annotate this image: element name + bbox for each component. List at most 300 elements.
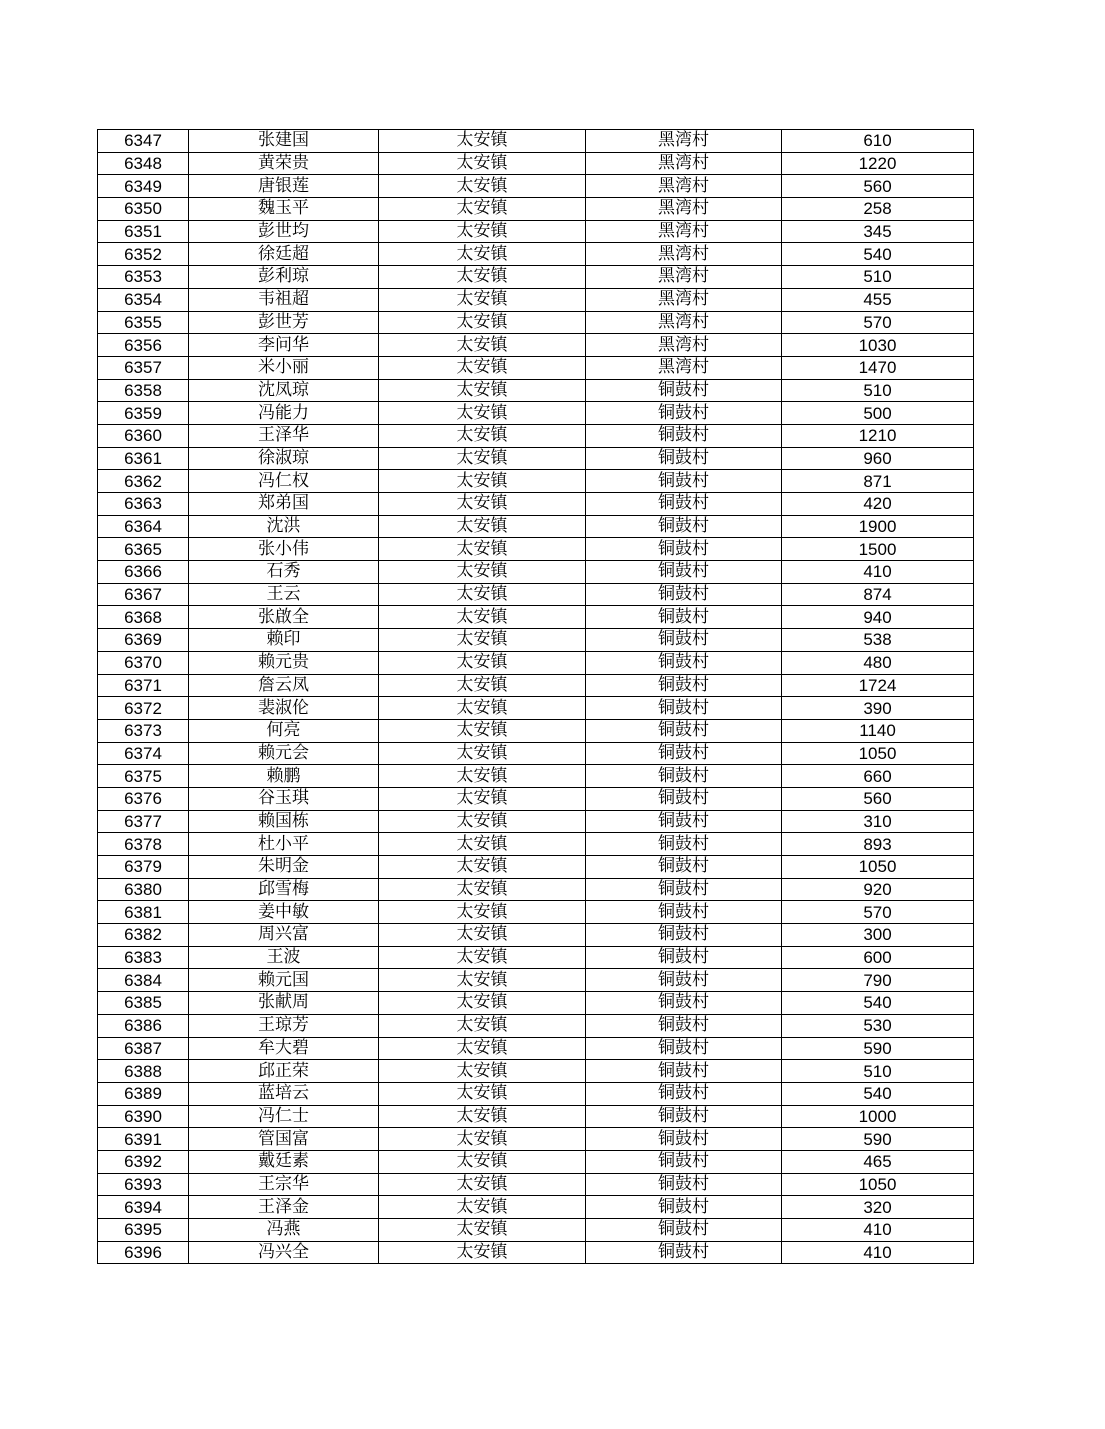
row-id-cell: 6383 xyxy=(98,946,189,969)
row-id-cell: 6389 xyxy=(98,1082,189,1105)
row-id-cell: 6393 xyxy=(98,1173,189,1196)
row-id-cell: 6394 xyxy=(98,1196,189,1219)
town-cell: 太安镇 xyxy=(379,402,586,425)
amount-cell: 590 xyxy=(782,1037,974,1060)
name-cell: 姜中敏 xyxy=(189,901,379,924)
table-row xyxy=(98,901,974,924)
amount-cell: 345 xyxy=(782,220,974,243)
amount-cell: 600 xyxy=(782,946,974,969)
row-id-cell: 6349 xyxy=(98,175,189,198)
table-row xyxy=(98,946,974,969)
amount-cell: 1210 xyxy=(782,424,974,447)
amount-cell: 1140 xyxy=(782,719,974,742)
table-row xyxy=(98,878,974,901)
town-cell: 太安镇 xyxy=(379,651,586,674)
row-id-cell: 6356 xyxy=(98,334,189,357)
village-cell: 黑湾村 xyxy=(586,334,782,357)
town-cell: 太安镇 xyxy=(379,538,586,561)
name-cell: 彭利琼 xyxy=(189,266,379,289)
village-cell: 铜鼓村 xyxy=(586,447,782,470)
town-cell: 太安镇 xyxy=(379,787,586,810)
table-row xyxy=(98,924,974,947)
village-cell: 铜鼓村 xyxy=(586,765,782,788)
village-cell: 铜鼓村 xyxy=(586,810,782,833)
name-cell: 张小伟 xyxy=(189,538,379,561)
name-cell: 徐廷超 xyxy=(189,243,379,266)
table-row xyxy=(98,856,974,879)
village-cell: 黑湾村 xyxy=(586,356,782,379)
table-row xyxy=(98,447,974,470)
town-cell: 太安镇 xyxy=(379,175,586,198)
table-row xyxy=(98,152,974,175)
amount-cell: 530 xyxy=(782,1014,974,1037)
table-row xyxy=(98,1241,974,1264)
town-cell: 太安镇 xyxy=(379,334,586,357)
row-id-cell: 6353 xyxy=(98,266,189,289)
village-cell: 铜鼓村 xyxy=(586,538,782,561)
village-cell: 铜鼓村 xyxy=(586,1241,782,1264)
village-cell: 铜鼓村 xyxy=(586,561,782,584)
amount-cell: 540 xyxy=(782,243,974,266)
amount-cell: 300 xyxy=(782,924,974,947)
town-cell: 太安镇 xyxy=(379,674,586,697)
amount-cell: 874 xyxy=(782,583,974,606)
town-cell: 太安镇 xyxy=(379,1014,586,1037)
name-cell: 彭世均 xyxy=(189,220,379,243)
name-cell: 何亮 xyxy=(189,719,379,742)
name-cell: 谷玉琪 xyxy=(189,787,379,810)
amount-cell: 1050 xyxy=(782,856,974,879)
town-cell: 太安镇 xyxy=(379,1241,586,1264)
amount-cell: 510 xyxy=(782,266,974,289)
table-row xyxy=(98,334,974,357)
table-row xyxy=(98,697,974,720)
table-row xyxy=(98,1060,974,1083)
table-row xyxy=(98,515,974,538)
row-id-cell: 6369 xyxy=(98,629,189,652)
village-cell: 铜鼓村 xyxy=(586,697,782,720)
amount-cell: 320 xyxy=(782,1196,974,1219)
amount-cell: 570 xyxy=(782,901,974,924)
village-cell: 铜鼓村 xyxy=(586,833,782,856)
amount-cell: 660 xyxy=(782,765,974,788)
village-cell: 铜鼓村 xyxy=(586,424,782,447)
table-row xyxy=(98,1173,974,1196)
name-cell: 徐淑琼 xyxy=(189,447,379,470)
amount-cell: 410 xyxy=(782,561,974,584)
amount-cell: 1500 xyxy=(782,538,974,561)
table-row xyxy=(98,1037,974,1060)
amount-cell: 310 xyxy=(782,810,974,833)
amount-cell: 465 xyxy=(782,1150,974,1173)
village-cell: 铜鼓村 xyxy=(586,1173,782,1196)
row-id-cell: 6358 xyxy=(98,379,189,402)
name-cell: 黄荣贵 xyxy=(189,152,379,175)
table-row xyxy=(98,810,974,833)
row-id-cell: 6396 xyxy=(98,1241,189,1264)
village-cell: 铜鼓村 xyxy=(586,515,782,538)
row-id-cell: 6374 xyxy=(98,742,189,765)
row-id-cell: 6388 xyxy=(98,1060,189,1083)
row-id-cell: 6359 xyxy=(98,402,189,425)
town-cell: 太安镇 xyxy=(379,356,586,379)
row-id-cell: 6395 xyxy=(98,1219,189,1242)
town-cell: 太安镇 xyxy=(379,288,586,311)
table-row xyxy=(98,561,974,584)
town-cell: 太安镇 xyxy=(379,583,586,606)
row-id-cell: 6361 xyxy=(98,447,189,470)
row-id-cell: 6372 xyxy=(98,697,189,720)
name-cell: 王波 xyxy=(189,946,379,969)
name-cell: 冯能力 xyxy=(189,402,379,425)
table-row xyxy=(98,538,974,561)
row-id-cell: 6373 xyxy=(98,719,189,742)
name-cell: 张建国 xyxy=(189,130,379,153)
amount-cell: 510 xyxy=(782,1060,974,1083)
town-cell: 太安镇 xyxy=(379,992,586,1015)
town-cell: 太安镇 xyxy=(379,1105,586,1128)
town-cell: 太安镇 xyxy=(379,424,586,447)
table-row xyxy=(98,992,974,1015)
village-cell: 黑湾村 xyxy=(586,130,782,153)
table-row xyxy=(98,765,974,788)
row-id-cell: 6376 xyxy=(98,787,189,810)
town-cell: 太安镇 xyxy=(379,1128,586,1151)
town-cell: 太安镇 xyxy=(379,697,586,720)
village-cell: 铜鼓村 xyxy=(586,742,782,765)
village-cell: 铜鼓村 xyxy=(586,629,782,652)
amount-cell: 940 xyxy=(782,606,974,629)
name-cell: 郑弟国 xyxy=(189,493,379,516)
town-cell: 太安镇 xyxy=(379,220,586,243)
table-row xyxy=(98,1128,974,1151)
table-row xyxy=(98,130,974,153)
row-id-cell: 6387 xyxy=(98,1037,189,1060)
table-row xyxy=(98,470,974,493)
amount-cell: 1900 xyxy=(782,515,974,538)
village-cell: 铜鼓村 xyxy=(586,651,782,674)
town-cell: 太安镇 xyxy=(379,1060,586,1083)
table-row xyxy=(98,379,974,402)
amount-cell: 1050 xyxy=(782,1173,974,1196)
village-cell: 铜鼓村 xyxy=(586,1128,782,1151)
row-id-cell: 6348 xyxy=(98,152,189,175)
town-cell: 太安镇 xyxy=(379,1219,586,1242)
name-cell: 赖鹏 xyxy=(189,765,379,788)
name-cell: 牟大碧 xyxy=(189,1037,379,1060)
village-cell: 铜鼓村 xyxy=(586,856,782,879)
amount-cell: 610 xyxy=(782,130,974,153)
town-cell: 太安镇 xyxy=(379,765,586,788)
table-row xyxy=(98,1150,974,1173)
table-row xyxy=(98,356,974,379)
village-cell: 铜鼓村 xyxy=(586,878,782,901)
table-row xyxy=(98,1196,974,1219)
table-row xyxy=(98,583,974,606)
table-row xyxy=(98,266,974,289)
amount-cell: 480 xyxy=(782,651,974,674)
name-cell: 赖元会 xyxy=(189,742,379,765)
table-row xyxy=(98,402,974,425)
town-cell: 太安镇 xyxy=(379,856,586,879)
town-cell: 太安镇 xyxy=(379,130,586,153)
name-cell: 韦祖超 xyxy=(189,288,379,311)
village-cell: 铜鼓村 xyxy=(586,719,782,742)
row-id-cell: 6351 xyxy=(98,220,189,243)
village-cell: 黑湾村 xyxy=(586,311,782,334)
village-cell: 铜鼓村 xyxy=(586,470,782,493)
amount-cell: 871 xyxy=(782,470,974,493)
table-row xyxy=(98,243,974,266)
table-row xyxy=(98,787,974,810)
village-cell: 铜鼓村 xyxy=(586,379,782,402)
village-cell: 黑湾村 xyxy=(586,243,782,266)
row-id-cell: 6378 xyxy=(98,833,189,856)
town-cell: 太安镇 xyxy=(379,152,586,175)
amount-cell: 500 xyxy=(782,402,974,425)
amount-cell: 410 xyxy=(782,1219,974,1242)
name-cell: 王宗华 xyxy=(189,1173,379,1196)
table-row xyxy=(98,833,974,856)
village-cell: 铜鼓村 xyxy=(586,493,782,516)
row-id-cell: 6368 xyxy=(98,606,189,629)
village-cell: 铜鼓村 xyxy=(586,787,782,810)
village-cell: 铜鼓村 xyxy=(586,969,782,992)
table-row xyxy=(98,1219,974,1242)
name-cell: 沈洪 xyxy=(189,515,379,538)
row-id-cell: 6379 xyxy=(98,856,189,879)
name-cell: 王泽金 xyxy=(189,1196,379,1219)
amount-cell: 790 xyxy=(782,969,974,992)
village-cell: 黑湾村 xyxy=(586,288,782,311)
village-cell: 铜鼓村 xyxy=(586,1105,782,1128)
row-id-cell: 6385 xyxy=(98,992,189,1015)
town-cell: 太安镇 xyxy=(379,266,586,289)
name-cell: 管国富 xyxy=(189,1128,379,1151)
village-cell: 铜鼓村 xyxy=(586,1219,782,1242)
amount-cell: 540 xyxy=(782,992,974,1015)
name-cell: 赖国栋 xyxy=(189,810,379,833)
town-cell: 太安镇 xyxy=(379,810,586,833)
town-cell: 太安镇 xyxy=(379,311,586,334)
name-cell: 王琼芳 xyxy=(189,1014,379,1037)
village-cell: 铜鼓村 xyxy=(586,946,782,969)
row-id-cell: 6386 xyxy=(98,1014,189,1037)
row-id-cell: 6352 xyxy=(98,243,189,266)
row-id-cell: 6364 xyxy=(98,515,189,538)
row-id-cell: 6384 xyxy=(98,969,189,992)
name-cell: 杜小平 xyxy=(189,833,379,856)
town-cell: 太安镇 xyxy=(379,833,586,856)
town-cell: 太安镇 xyxy=(379,198,586,221)
table-row xyxy=(98,719,974,742)
town-cell: 太安镇 xyxy=(379,946,586,969)
row-id-cell: 6370 xyxy=(98,651,189,674)
amount-cell: 893 xyxy=(782,833,974,856)
name-cell: 米小丽 xyxy=(189,356,379,379)
name-cell: 冯仁权 xyxy=(189,470,379,493)
table-row xyxy=(98,969,974,992)
name-cell: 周兴富 xyxy=(189,924,379,947)
row-id-cell: 6381 xyxy=(98,901,189,924)
town-cell: 太安镇 xyxy=(379,1150,586,1173)
town-cell: 太安镇 xyxy=(379,493,586,516)
table-row xyxy=(98,1105,974,1128)
row-id-cell: 6366 xyxy=(98,561,189,584)
name-cell: 冯兴全 xyxy=(189,1241,379,1264)
amount-cell: 1000 xyxy=(782,1105,974,1128)
village-cell: 铜鼓村 xyxy=(586,1014,782,1037)
village-cell: 黑湾村 xyxy=(586,266,782,289)
village-cell: 黑湾村 xyxy=(586,220,782,243)
name-cell: 王云 xyxy=(189,583,379,606)
town-cell: 太安镇 xyxy=(379,1173,586,1196)
town-cell: 太安镇 xyxy=(379,561,586,584)
amount-cell: 510 xyxy=(782,379,974,402)
village-cell: 铜鼓村 xyxy=(586,1150,782,1173)
town-cell: 太安镇 xyxy=(379,719,586,742)
amount-cell: 560 xyxy=(782,175,974,198)
amount-cell: 1220 xyxy=(782,152,974,175)
town-cell: 太安镇 xyxy=(379,470,586,493)
row-id-cell: 6391 xyxy=(98,1128,189,1151)
row-id-cell: 6380 xyxy=(98,878,189,901)
name-cell: 朱明金 xyxy=(189,856,379,879)
town-cell: 太安镇 xyxy=(379,1082,586,1105)
town-cell: 太安镇 xyxy=(379,742,586,765)
roster-table-body xyxy=(98,130,974,1264)
name-cell: 赖元贵 xyxy=(189,651,379,674)
name-cell: 张献周 xyxy=(189,992,379,1015)
name-cell: 王泽华 xyxy=(189,424,379,447)
name-cell: 彭世芳 xyxy=(189,311,379,334)
amount-cell: 570 xyxy=(782,311,974,334)
amount-cell: 410 xyxy=(782,1241,974,1264)
row-id-cell: 6375 xyxy=(98,765,189,788)
name-cell: 石秀 xyxy=(189,561,379,584)
amount-cell: 1030 xyxy=(782,334,974,357)
row-id-cell: 6371 xyxy=(98,674,189,697)
town-cell: 太安镇 xyxy=(379,606,586,629)
name-cell: 沈凤琼 xyxy=(189,379,379,402)
amount-cell: 258 xyxy=(782,198,974,221)
name-cell: 赖印 xyxy=(189,629,379,652)
amount-cell: 538 xyxy=(782,629,974,652)
village-cell: 黑湾村 xyxy=(586,198,782,221)
town-cell: 太安镇 xyxy=(379,969,586,992)
amount-cell: 540 xyxy=(782,1082,974,1105)
row-id-cell: 6362 xyxy=(98,470,189,493)
village-cell: 铜鼓村 xyxy=(586,1037,782,1060)
village-cell: 铜鼓村 xyxy=(586,1082,782,1105)
name-cell: 冯仁士 xyxy=(189,1105,379,1128)
table-row xyxy=(98,198,974,221)
table-row xyxy=(98,175,974,198)
town-cell: 太安镇 xyxy=(379,1196,586,1219)
row-id-cell: 6390 xyxy=(98,1105,189,1128)
village-cell: 铜鼓村 xyxy=(586,924,782,947)
table-row xyxy=(98,424,974,447)
town-cell: 太安镇 xyxy=(379,629,586,652)
row-id-cell: 6392 xyxy=(98,1150,189,1173)
row-id-cell: 6360 xyxy=(98,424,189,447)
row-id-cell: 6365 xyxy=(98,538,189,561)
town-cell: 太安镇 xyxy=(379,901,586,924)
amount-cell: 960 xyxy=(782,447,974,470)
table-row xyxy=(98,1082,974,1105)
town-cell: 太安镇 xyxy=(379,878,586,901)
amount-cell: 560 xyxy=(782,787,974,810)
name-cell: 詹云凤 xyxy=(189,674,379,697)
name-cell: 魏玉平 xyxy=(189,198,379,221)
table-row xyxy=(98,674,974,697)
table-row xyxy=(98,742,974,765)
table-row xyxy=(98,606,974,629)
table-row xyxy=(98,288,974,311)
table-row xyxy=(98,311,974,334)
table-row xyxy=(98,493,974,516)
name-cell: 李问华 xyxy=(189,334,379,357)
town-cell: 太安镇 xyxy=(379,924,586,947)
name-cell: 裴淑伦 xyxy=(189,697,379,720)
village-cell: 铜鼓村 xyxy=(586,901,782,924)
name-cell: 邱雪梅 xyxy=(189,878,379,901)
amount-cell: 1050 xyxy=(782,742,974,765)
amount-cell: 1470 xyxy=(782,356,974,379)
town-cell: 太安镇 xyxy=(379,379,586,402)
row-id-cell: 6347 xyxy=(98,130,189,153)
name-cell: 蓝培云 xyxy=(189,1082,379,1105)
row-id-cell: 6355 xyxy=(98,311,189,334)
amount-cell: 390 xyxy=(782,697,974,720)
amount-cell: 420 xyxy=(782,493,974,516)
row-id-cell: 6363 xyxy=(98,493,189,516)
name-cell: 唐银莲 xyxy=(189,175,379,198)
town-cell: 太安镇 xyxy=(379,447,586,470)
name-cell: 冯燕 xyxy=(189,1219,379,1242)
table-row xyxy=(98,1014,974,1037)
town-cell: 太安镇 xyxy=(379,515,586,538)
village-cell: 黑湾村 xyxy=(586,175,782,198)
table-row xyxy=(98,629,974,652)
name-cell: 邱正荣 xyxy=(189,1060,379,1083)
row-id-cell: 6382 xyxy=(98,924,189,947)
town-cell: 太安镇 xyxy=(379,1037,586,1060)
row-id-cell: 6354 xyxy=(98,288,189,311)
row-id-cell: 6350 xyxy=(98,198,189,221)
village-cell: 铜鼓村 xyxy=(586,606,782,629)
village-cell: 铜鼓村 xyxy=(586,1196,782,1219)
row-id-cell: 6367 xyxy=(98,583,189,606)
village-cell: 铜鼓村 xyxy=(586,583,782,606)
row-id-cell: 6377 xyxy=(98,810,189,833)
amount-cell: 590 xyxy=(782,1128,974,1151)
village-cell: 铜鼓村 xyxy=(586,674,782,697)
name-cell: 张啟全 xyxy=(189,606,379,629)
table-row xyxy=(98,651,974,674)
name-cell: 戴廷素 xyxy=(189,1150,379,1173)
village-cell: 铜鼓村 xyxy=(586,992,782,1015)
name-cell: 赖元国 xyxy=(189,969,379,992)
amount-cell: 455 xyxy=(782,288,974,311)
roster-table xyxy=(97,129,974,1264)
amount-cell: 920 xyxy=(782,878,974,901)
row-id-cell: 6357 xyxy=(98,356,189,379)
village-cell: 铜鼓村 xyxy=(586,1060,782,1083)
village-cell: 黑湾村 xyxy=(586,152,782,175)
town-cell: 太安镇 xyxy=(379,243,586,266)
table-row xyxy=(98,220,974,243)
